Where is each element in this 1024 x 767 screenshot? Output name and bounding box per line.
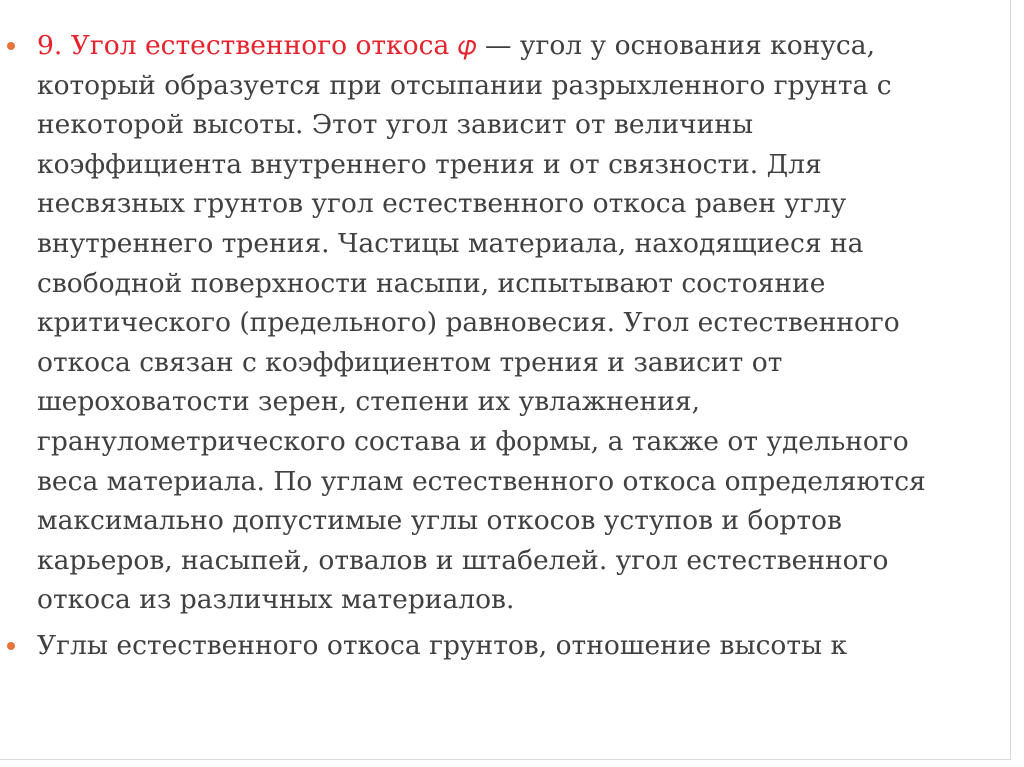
- paragraph-line: внутреннего трения. Частицы материала, находящиеся на: [37, 227, 864, 259]
- paragraph-line: карьеров, насыпей, отвалов и штабелей. угол естественного: [37, 544, 889, 576]
- paragraph-line: коэффициента внутреннего трения и от связности. Для: [37, 148, 822, 180]
- paragraph-line: свободной поверхности насыпи, испытывают состояние: [37, 267, 826, 299]
- bullet-dot-icon: [7, 42, 15, 50]
- paragraph-lead: 9. Угол естественного откоса 𝜑: [37, 30, 477, 61]
- paragraph-line: критического (предельного) равновесия. Угол естественного: [37, 307, 900, 339]
- paragraph-line: [37, 26, 1000, 66]
- paragraph-line: Углы естественного откоса грунтов, отношение высоты к: [37, 629, 848, 661]
- paragraph-line: откоса из различных материалов.: [37, 584, 515, 616]
- paragraph-line: несвязных грунтов угол естественного откоса равен углу: [37, 188, 847, 220]
- paragraph-line: шероховатости зерен, степени их увлажнения,: [37, 386, 700, 418]
- slide-border-right: [1010, 0, 1011, 760]
- paragraph-line: который образуется при отсыпании разрыхленного грунта с: [37, 69, 892, 101]
- paragraph-line: откоса связан с коэффициентом трения и зависит от: [37, 346, 783, 378]
- paragraph-line: гранулометрического состава и формы, а также от удельного: [37, 425, 909, 457]
- paragraph-line-text: — угол у основания конуса,: [476, 30, 875, 61]
- bullet-dot-icon: [7, 642, 15, 650]
- slide-border-bottom: [0, 759, 1011, 760]
- bullet-paragraph-angle-of-repose: [0, 26, 1000, 620]
- paragraph-line: максимально допустимые углы откосов уступов и бортов: [37, 505, 842, 537]
- paragraph-line: некоторой высоты. Этот угол зависит от величины: [37, 109, 754, 141]
- paragraph-line: веса материала. По углам естественного откоса определяются: [37, 465, 926, 497]
- bullet-paragraph-angles-table-intro: [0, 626, 1000, 666]
- bullet-list: [0, 26, 1000, 666]
